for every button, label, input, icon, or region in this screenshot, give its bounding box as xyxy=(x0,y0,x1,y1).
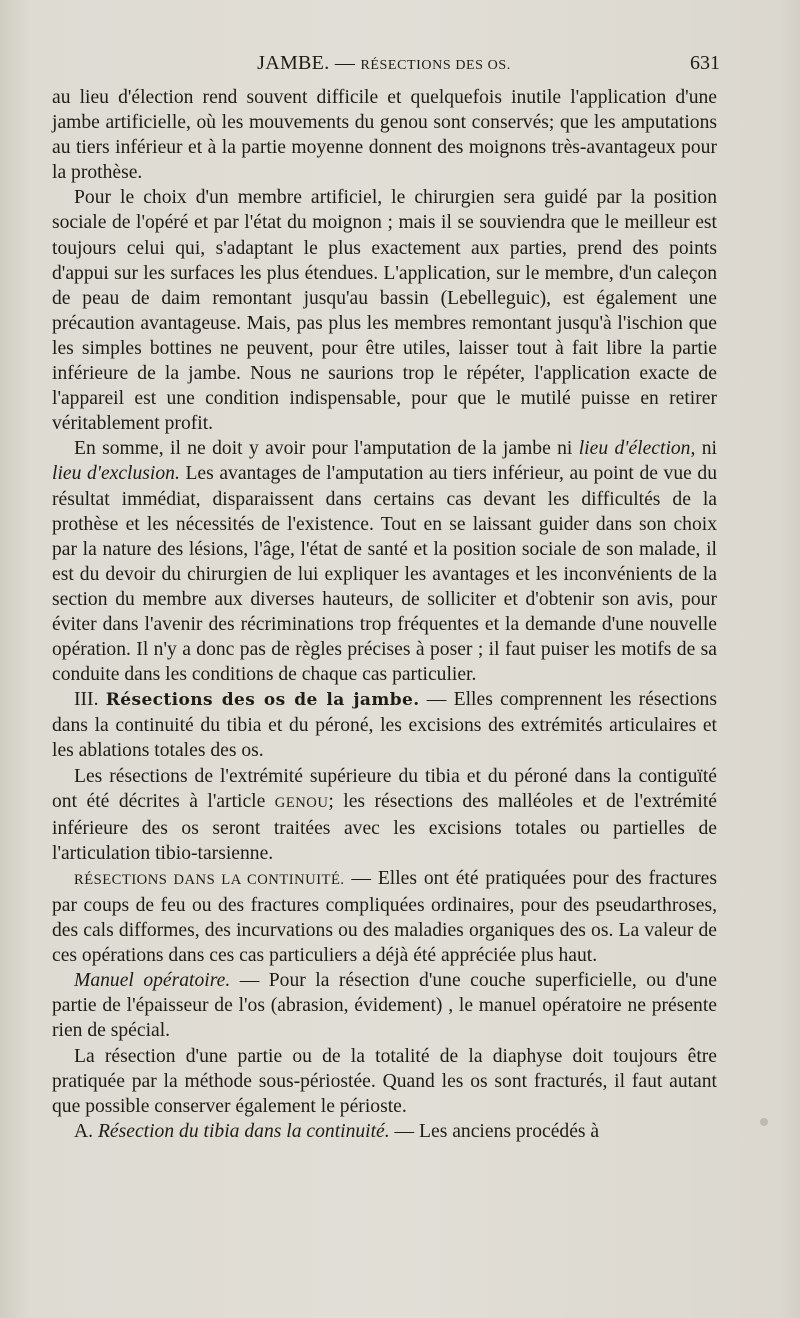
body-text xyxy=(52,85,717,1144)
section-heading: Résections des os de la jambe. xyxy=(105,690,420,711)
subsection-heading: RÉSECTIONS DANS LA CONTINUITÉ. xyxy=(74,871,345,888)
genou-reference: GENOU xyxy=(274,794,329,811)
paper-spot xyxy=(760,1118,768,1126)
paragraph-3-italic-1: lieu d'élection, xyxy=(578,438,696,460)
paragraph-9 xyxy=(52,1119,717,1144)
paragraph-5-text-b: ; les résections des malléoles et de l'extrémité inférieure des os seront traitées avec les excisions totales ou partielles de l'articulation tibio-tarsienne. xyxy=(52,790,717,864)
paragraph-6-text: — Elles ont été pratiquées pour des fractures par coups de feu ou des fractures compliquées ordinaires, pour des pseudarthroses, des cals difformes, des incurvations ou des maladies organiques des os. La valeur de ces opérations dans ces cas particuliers a déjà été appréciée plus haut. xyxy=(52,867,717,967)
paragraph-6 xyxy=(52,866,717,968)
paragraph-8: La résection d'une partie ou de la totalité de la diaphyse doit toujours être pratiquée par la méthode sous-périostée. Quand les os sont fracturés, il faut autant que possible conserver également le périoste. xyxy=(52,1045,717,1117)
running-title xyxy=(52,52,716,75)
paragraph-3-text-b: ni xyxy=(695,438,717,460)
paragraph-3-italic-2: lieu d'exclusion. xyxy=(52,463,180,485)
running-head xyxy=(52,52,720,82)
subsection-letter: A. xyxy=(74,1120,94,1142)
paragraph-3-text-a: En somme, il ne doit y avoir pour l'amputation de la jambe ni xyxy=(74,438,579,460)
tibia-resection-heading: Résection du tibia dans la continuité. xyxy=(97,1120,390,1142)
section-number: III. xyxy=(74,689,99,711)
paragraph-7-text: — Pour la résection d'une couche superficielle, ou d'une partie de l'épaisseur de l'os (abrasion, évidement) , le manuel opératoire ne présente rien de spécial. xyxy=(52,970,717,1042)
paragraph-5 xyxy=(52,764,717,866)
paragraph-5-text-a: Les résections de l'extrémité supérieure du tibia et du péroné dans la contiguïté ont été décrites à l'article xyxy=(52,765,717,812)
paragraph-1: au lieu d'élection rend souvent difficile et quelquefois inutile l'application d'une jambe artificielle, où les mouvements du genou sont conservés; que les amputations au tiers inférieur et à la partie moyenne donnent des moignons très-avantageux pour la prothèse. xyxy=(52,87,717,184)
section-iii xyxy=(52,687,717,763)
paragraph-3 xyxy=(52,436,717,687)
manuel-operatoire-heading: Manuel opératoire. xyxy=(74,970,231,992)
running-title-dash: — xyxy=(334,52,356,74)
running-title-main: JAMBE. xyxy=(257,52,330,74)
paragraph-3-text-c: Les avantages de l'amputation au tiers inférieur, au point de vue du résultat immédiat, disparaissent dans certains cas devant les difficultés de la prothèse et les nécessités de l'existence. Tout en se laissant guider dans son choix par la nature des lésions, l'âge, l'état de santé et la position sociale de son malade, il est du devoir du chirurgien de lui expliquer les avantages et les inconvénients de la section du membre aux diverses hauteurs, de solliciter et d'obtenir son avis, pour éviter dans l'avenir des récriminations trop fréquentes et la demande d'une nouvelle opération. Il n'y a donc pas de règles précises à poser ; il faut puiser les motifs de sa conduite dans les conditions de chaque cas particulier. xyxy=(52,463,717,686)
section-iii-text: — Elles comprennent les résections dans la continuité du tibia et du péroné, les excisions des extrémités articulaires et les ablations totales des os. xyxy=(52,689,717,762)
paragraph-9-text: — Les anciens procédés à xyxy=(389,1120,600,1142)
paragraph-7 xyxy=(52,968,717,1043)
paragraph-2: Pour le choix d'un membre artificiel, le chirurgien sera guidé par la position sociale de l'opéré et par l'état du moignon ; mais il se souviendra que le meilleur est toujours celui qui, s'adaptant le plus exactement aux parties, prend des points d'appui sur les surfaces les plus étendues. L'application, sur le membre, d'un caleçon de peau de daim remontant jusqu'au bassin (Lebelleguic), est également une précaution avantageuse. Mais, pas plus les membres remontant jusqu'à l'ischion que les simples bottines ne peuvent, pour être utiles, laisser tout à fait libre la partie inférieure de la jambe. Nous ne saurions trop le répéter, l'application exacte de l'appareil est une condition indispensable, pour que le mutilé puisse en retirer véritablement profit. xyxy=(52,187,717,435)
running-title-sub: RÉSECTIONS DES OS. xyxy=(360,58,511,73)
page-number: 631 xyxy=(690,52,720,74)
